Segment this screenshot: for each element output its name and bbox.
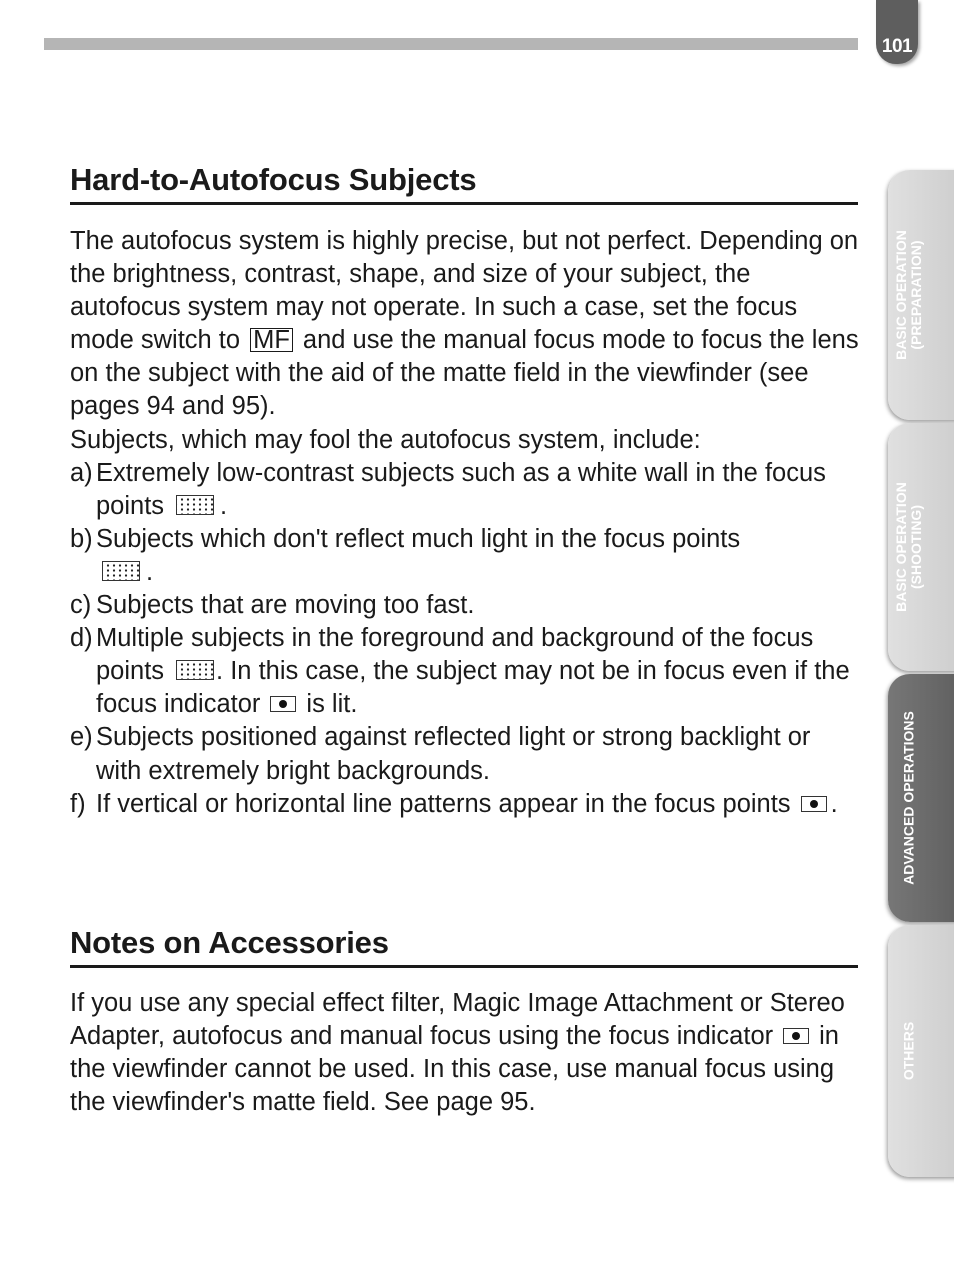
focus-indicator-icon: [801, 796, 827, 812]
item-text-after: .: [220, 491, 228, 520]
focus-indicator-icon: [270, 696, 296, 712]
notes-on-accessories-body: [70, 987, 860, 1119]
side-tab-others[interactable]: [888, 925, 954, 1177]
section-title-notes-on-accessories: Notes on Accessories: [70, 925, 858, 968]
list-item-text: [96, 523, 860, 589]
accessories-text-b: in the viewfinder cannot be used. In this case, use manual focus using the viewfinder's matte field. See page 95.: [70, 1022, 839, 1117]
list-item-f: [70, 788, 860, 821]
list-item-text: Subjects that are moving too fast.: [96, 591, 475, 620]
mf-mode-label: MF: [250, 328, 293, 352]
side-tab-label-line1: OTHERS: [900, 1021, 917, 1081]
list-lead: Subjects, which may fool the autofocus system, include:: [70, 425, 701, 454]
item-text: Subjects which don't reflect much light in the focus points: [96, 524, 741, 553]
list-item-letter: b): [70, 524, 93, 553]
list-item-letter: f): [70, 789, 86, 818]
side-tab-label-line1: BASIC OPERATION: [893, 482, 909, 612]
page-number: 101: [881, 36, 913, 57]
header-rule: [44, 38, 858, 50]
page-number-tab: [876, 0, 918, 64]
item-text: Extremely low-contrast subjects such as a white wall in the focus points: [96, 458, 826, 520]
intro-text-a: The autofocus system is highly precise, but not perfect. Depending on the brightness, contrast, shape, and size of your subject, the autofocus system may not operate. In such a case, set the focus mode switch to: [70, 227, 859, 355]
item-text-after: .: [830, 789, 838, 818]
item-text: If vertical or horizontal line patterns appear in the focus points: [96, 789, 791, 818]
intro-paragraph: [70, 225, 860, 424]
accessories-text-a: If you use any special effect filter, Magic Image Attachment or Stereo Adapter, autofocus and manual focus using the focus indicator: [70, 989, 845, 1051]
side-tab-label: [902, 1022, 917, 1080]
side-tab-label-line2: (SHOOTING): [908, 505, 924, 590]
list-item-text: [96, 622, 860, 721]
focus-points-icon: [176, 660, 214, 680]
side-tab-advanced-operations[interactable]: [888, 674, 954, 922]
focus-points-icon: [176, 495, 214, 515]
item-text-mid: . In this case, the subject may not be in focus even if the focus indicator: [96, 657, 850, 719]
list-item-letter: e): [70, 723, 93, 752]
item-text: Multiple subjects in the foreground and background of the focus points: [96, 624, 814, 686]
accessories-paragraph: [70, 987, 860, 1119]
list-item-d: [70, 622, 860, 721]
list-item-a: [70, 457, 860, 523]
side-tab-basic-shooting[interactable]: [888, 423, 954, 671]
list-item-letter: d): [70, 624, 93, 653]
list-item-b: [70, 523, 860, 589]
side-tab-label: [902, 711, 917, 885]
hard-to-autofocus-body: [70, 225, 860, 821]
intro-text-b: and use the manual focus mode to focus the lens on the subject with the aid of the matte field in the viewfinder (see pages 94 and 95).: [70, 326, 859, 421]
list-item-text: [96, 788, 860, 821]
side-tab-label: [894, 230, 924, 360]
list-item-e: [70, 721, 860, 787]
side-tab-basic-preparation[interactable]: [888, 170, 954, 420]
side-tab-label-line1: BASIC OPERATION: [893, 230, 909, 360]
list-item-letter: a): [70, 458, 93, 487]
list-item-text: Subjects positioned against reflected light or strong backlight or with extremely bright backgrounds.: [96, 723, 811, 785]
list-item-c: [70, 589, 860, 622]
list-item-text: [96, 457, 860, 523]
side-tab-label-line1: ADVANCED OPERATIONS: [900, 711, 917, 885]
side-tab-label: [894, 482, 924, 612]
side-tab-label-line2: (PREPARATION): [908, 240, 924, 350]
focus-points-icon: [102, 561, 140, 581]
list-item-letter: c): [70, 591, 92, 620]
focus-indicator-icon: [783, 1028, 809, 1044]
section-title-hard-to-autofocus: Hard-to-Autofocus Subjects: [70, 162, 858, 205]
item-text-after: is lit.: [306, 690, 358, 719]
item-text-after: .: [146, 557, 154, 586]
